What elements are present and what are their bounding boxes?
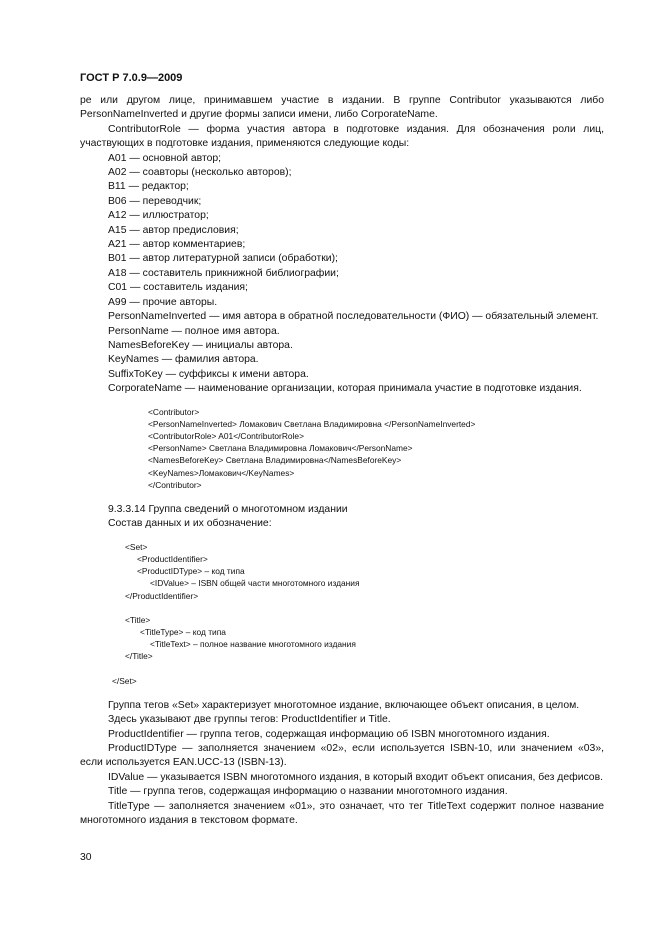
code-line: <ProductIdentifier>: [137, 553, 208, 564]
paragraph-tag-groups: Здесь указывают две группы тегов: ProductIdentifier и Title.: [108, 714, 391, 726]
code-line: <ContributorRole> A01</ContributorRole>: [148, 430, 304, 441]
role-code-item: A01 — основной автор;: [108, 152, 222, 164]
document-body: [80, 94, 604, 828]
document-header: ГОСТ Р 7.0.9—2009: [80, 72, 183, 84]
paragraph-product-id-type: ProductIDType — заполняется значением «02», если используется ISBN-10, или значением «03», если используется EAN.UCC-13 (ISBN-13).: [80, 743, 604, 769]
code-line: </Title>: [125, 651, 153, 662]
paragraph-contributor-role: ContributorRole — форма участия автора в подготовке издания. Для обозначения роли лиц, участвующих в подготовке издания, применяются следующие коды:: [80, 123, 604, 150]
definition-person-name-inverted: PersonNameInverted — имя автора в обратной последовательности (ФИО) — обязательный элемент.: [108, 311, 599, 323]
code-line: <NamesBeforeKey> Светлана Владимировна</NamesBeforeKey>: [148, 455, 402, 466]
paragraph-title-type: TitleType — заполняется значением «01», это означает, что тег TitleText содержит полное название многотомного издания в текстовом формате.: [80, 800, 604, 827]
code-line: </Contributor>: [148, 479, 202, 490]
role-code-item: C01 — составитель издания;: [108, 282, 248, 294]
definition-person-name: PersonName — полное имя автора.: [108, 325, 280, 337]
code-line: </ProductIdentifier>: [125, 590, 199, 601]
code-line: <PersonNameInverted> Ломакович Светлана Владимировна </PersonNameInverted>: [148, 418, 476, 429]
role-code-item: B06 — переводчик;: [108, 195, 202, 207]
code-example-contributor: [80, 406, 604, 491]
section-heading: 9.3.3.14 Группа сведений о многотомном издании: [108, 503, 348, 515]
role-code-item: A12 — иллюстратор;: [108, 210, 209, 222]
code-line: <Set>: [125, 541, 148, 552]
section-subheading: Состав данных и их обозначение:: [108, 518, 272, 530]
code-line: <Contributor>: [148, 406, 200, 417]
role-code-list: [80, 152, 604, 310]
code-line: <TitleType> – код типа: [140, 626, 226, 637]
code-example-set: [80, 541, 604, 687]
paragraph-title: Title — группа тегов, содержащая информацию о названии многотомного издания.: [108, 786, 508, 798]
role-code-item: A21 — автор комментариев;: [108, 239, 246, 251]
definition-suffix-to-key: SuffixToKey — суффиксы к имени автора.: [108, 368, 309, 380]
code-line: </Set>: [112, 675, 137, 686]
code-line: <PersonName> Светлана Владимировна Ломакович</PersonName>: [148, 443, 413, 454]
code-line: <KeyNames>Ломакович</KeyNames>: [148, 467, 295, 478]
definition-corporate-name: CorporateName — наименование организации, которая принимала участие в подготовке издания.: [108, 383, 582, 395]
definition-names-before-key: NamesBeforeKey — инициалы автора.: [108, 339, 293, 351]
role-code-item: A02 — соавторы (несколько авторов);: [108, 167, 292, 179]
page-number: 30: [80, 852, 92, 863]
paragraph-contributor-intro: ре или другом лице, принимавшем участие в издании. В группе Contributor указываются либо PersonNameInverted и другие формы записи имени, либо CorporateName.: [80, 95, 604, 121]
code-line: <Title>: [125, 614, 151, 625]
role-code-item: A99 — прочие авторы.: [108, 296, 218, 308]
role-code-item: A15 — автор предисловия;: [108, 224, 239, 236]
code-line: <TitleText> – полное название многотомного издания: [150, 639, 356, 650]
paragraph-id-value: IDValue — указывается ISBN многотомного издания, в который входит объект описания, без дефисов.: [108, 771, 603, 783]
code-line: <ProductIDType> – код типа: [137, 566, 245, 577]
definition-key-names: KeyNames — фамилия автора.: [108, 354, 259, 366]
paragraph-product-identifier: ProductIdentifier — группа тегов, содержащая информацию об ISBN многотомного издания.: [108, 728, 550, 740]
role-code-item: B11 — редактор;: [108, 181, 189, 193]
role-code-item: A18 — составитель прикнижной библиографии;: [108, 267, 339, 279]
paragraph-set-description: Группа тегов «Set» характеризует многотомное издание, включающее объект описания, в целом.: [108, 699, 580, 711]
role-code-item: B01 — автор литературной записи (обработки);: [108, 253, 338, 265]
code-line: <IDValue> – ISBN общей части многотомного издания: [150, 578, 360, 589]
